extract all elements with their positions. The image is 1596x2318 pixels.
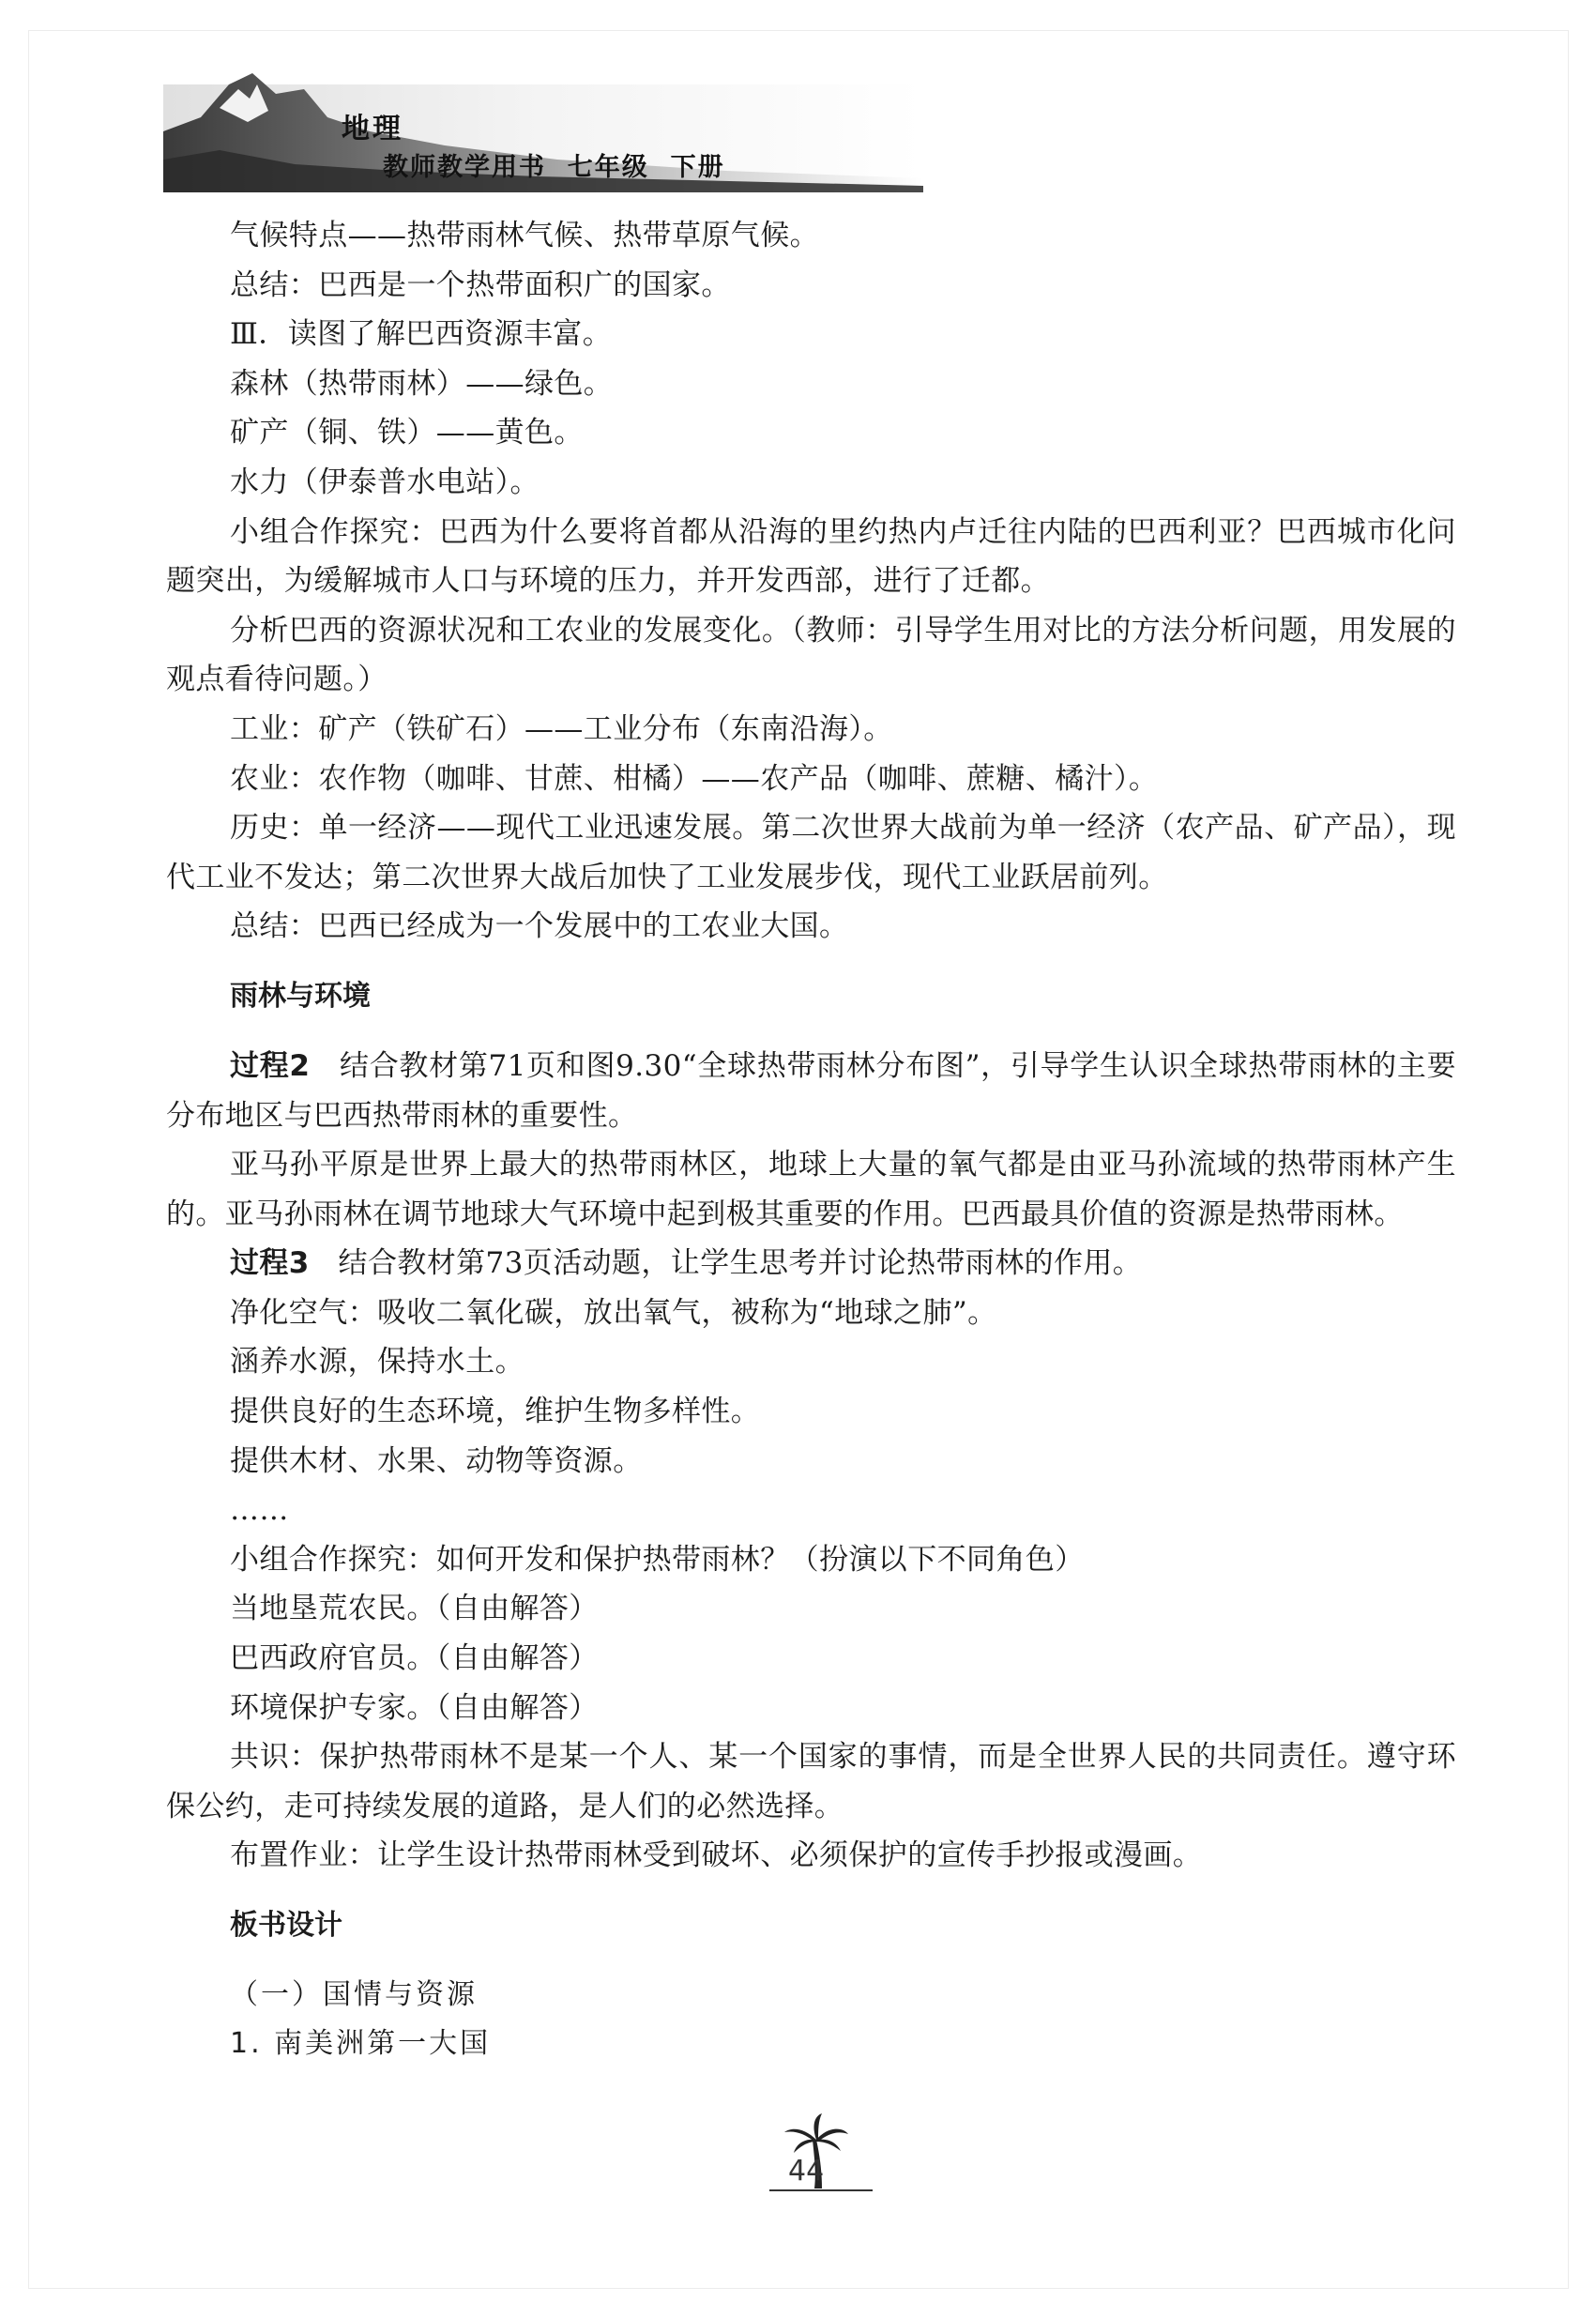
paragraph: 历史：单一经济——现代工业迅速发展。第二次世界大战前为单一经济（农产品、矿产品），现代工业不发达；第二次世界大战后加快了工业发展步伐，现代工业跃居前列。 xyxy=(166,811,1456,894)
paragraph: 当地垦荒农民。（自由解答） xyxy=(230,1592,599,1626)
paragraph: 提供良好的生态环境，维护生物多样性。 xyxy=(230,1395,761,1429)
paragraph: 森林（热带雨林）——绿色。 xyxy=(230,366,614,401)
paragraph: …… xyxy=(230,1493,289,1528)
paragraph: 净化空气：吸收二氧化碳，放出氧气，被称为“地球之肺”。 xyxy=(230,1295,997,1330)
section-heading-rainforest: 雨林与环境 xyxy=(230,979,371,1013)
paragraph: 分析巴西的资源状况和工农业的发展变化。（教师：引导学生用对比的方法分析问题，用发展的观点看待问题。） xyxy=(166,613,1456,697)
paragraph: 环境保护专家。（自由解答） xyxy=(230,1690,599,1725)
page-footer xyxy=(751,2112,882,2196)
paragraph: 提供木材、水果、动物等资源。 xyxy=(230,1443,643,1478)
paragraph: 农业：农作物（咖啡、甘蔗、柑橘）——农产品（咖啡、蔗糖、橘汁）。 xyxy=(230,761,1159,796)
process-3-paragraph xyxy=(166,1239,1456,1289)
header-subject: 地理 xyxy=(342,113,403,145)
paragraph: 巴西政府官员。（自由解答） xyxy=(230,1641,599,1676)
process-2-label: 过程2 xyxy=(230,1048,311,1083)
process-2-text: 结合教材第71页和图9.30“全球热带雨林分布图”，引导学生认识全球热带雨林的主要分布地区与巴西热带雨林的重要性。 xyxy=(166,1048,1456,1133)
page-body xyxy=(166,211,1456,2068)
board-line: （一）国情与资源 xyxy=(230,1978,478,2011)
paragraph: 总结：巴西是一个热带面积广的国家。 xyxy=(230,267,731,302)
process-3-text: 结合教材第73页活动题，让学生思考并讨论热带雨林的作用。 xyxy=(338,1246,1143,1281)
paragraph: 矿产（铜、铁）——黄色。 xyxy=(230,416,584,450)
paragraph: 小组合作探究：巴西为什么要将首都从沿海的里约热内卢迁往内陆的巴西利亚？巴西城市化问题突出，为缓解城市人口与环境的压力，并开发西部，进行了迁都。 xyxy=(166,514,1456,599)
page-number: 44 xyxy=(788,2155,825,2188)
process-2-paragraph xyxy=(166,1042,1456,1140)
running-header xyxy=(163,66,923,192)
board-line: 1. 南美洲第一大国 xyxy=(230,2027,492,2060)
paragraph: 布置作业：让学生设计热带雨林受到破坏、必须保护的宣传手抄报或漫画。 xyxy=(230,1838,1203,1873)
paragraph: 气候特点——热带雨林气候、热带草原气候。 xyxy=(230,219,819,252)
paragraph: 水力（伊泰普水电站）。 xyxy=(230,465,540,499)
paragraph: 小组合作探究：如何开发和保护热带雨林？（扮演以下不同角色） xyxy=(230,1542,1085,1577)
paragraph: 总结：巴西已经成为一个发展中的工农业大国。 xyxy=(230,909,849,944)
section-heading-board-design: 板书设计 xyxy=(230,1909,342,1942)
paragraph: 涵养水源，保持水土。 xyxy=(230,1345,524,1380)
header-book-info: 教师教学用书 七年级 下册 xyxy=(383,153,725,182)
paragraph: Ⅲ．读图了解巴西资源丰富。 xyxy=(230,317,613,352)
paragraph: 工业：矿产（铁矿石）——工业分布（东南沿海）。 xyxy=(230,711,893,746)
paragraph: 共识：保护热带雨林不是某一个人、某一个国家的事情，而是全世界人民的共同责任。遵守环保公约，走可持续发展的道路，是人们的必然选择。 xyxy=(166,1740,1456,1823)
paragraph: 亚马孙平原是世界上最大的热带雨林区，地球上大量的氧气都是由亚马孙流域的热带雨林产生的。亚马孙雨林在调节地球大气环境中起到极其重要的作用。巴西最具价值的资源是热带雨林。 xyxy=(166,1148,1456,1231)
process-3-label: 过程3 xyxy=(230,1246,310,1281)
